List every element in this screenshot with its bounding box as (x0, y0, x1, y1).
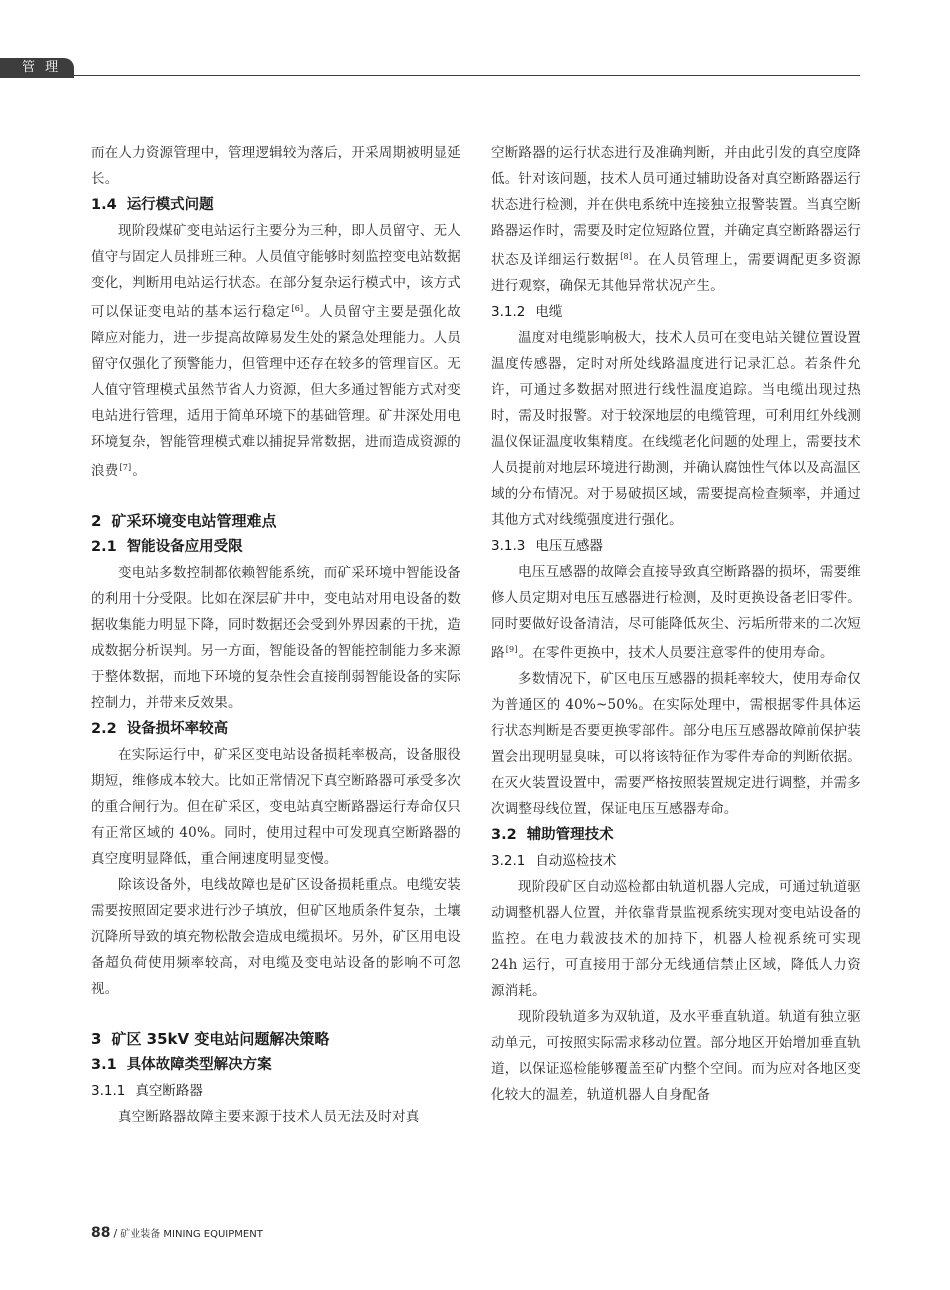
paragraph (91, 218, 461, 484)
section-heading-3 (91, 1026, 461, 1052)
heading-title: 具体故障类型解决方案 (126, 1057, 272, 1073)
heading-number: 2.2 (91, 721, 117, 737)
heading-number: 3.1.1 (91, 1083, 126, 1099)
text-run: 现阶段煤矿变电站运行主要分为三种，即人员留守、无人值守与固定人员排班三种。人员值守能够时刻监控变电站数据变化，判断用电站运行状态。在部分复杂运行模式中，该方式可以保证变电站的基本运行稳定 (91, 223, 461, 320)
paragraph (491, 559, 861, 666)
heading-title: 矿采环境变电站管理难点 (111, 512, 277, 530)
paragraph: 除该设备外，电线故障也是矿区设备损耗重点。电缆安装需要按照固定要求进行沙子填放，但矿区地质条件复杂，土壤沉降所导致的填充物松散会造成电缆损坏。另外，矿区用电设备超负荷使用频率较高，对电缆及变电站设备的影响不可忽视。 (91, 877, 461, 997)
section-tab: 管 理 (0, 58, 74, 78)
header-rule (74, 75, 860, 76)
heading-number: 3.2 (491, 827, 517, 843)
footer-separator: / (113, 1227, 118, 1240)
heading-number: 3.1.3 (491, 538, 526, 554)
text-run: 。在人员管理上，需要调配更多资源进行观察，确保无其他异常状况产生。 (491, 252, 861, 294)
text-run: 。人员留守主要是强化故障应对能力，进一步提高故障易发生处的紧急处理能力。人员留守仅强化了预警能力，但管理中还存在较多的管理盲区。无人值守管理模式虽然节省人力资源，但大多通过智能方式对变电站进行管理，适用于简单环境下的基础管理。矿井深处用电环境复杂，智能管理模式难以捕捉异常数据，进而造成资源的浪费 (91, 304, 461, 479)
heading-number: 3.2.1 (491, 853, 526, 869)
heading-title: 真空断路器 (135, 1083, 203, 1099)
heading-title: 电压互感器 (535, 538, 603, 554)
section-heading-1-4 (91, 192, 461, 218)
heading-number: 1.4 (91, 197, 117, 213)
text-run: 空断路器的运行状态进行及准确判断，并由此引发的真空度降低。针对该问题，技术人员可通过辅助设备对真空断路器运行状态进行检测，并在供电系统中连接独立报警装置。当真空断路器运作时，需要及时定位短路位置，并确定真空断路器运行状态及详细运行数据 (491, 145, 861, 268)
page-footer (91, 1222, 263, 1241)
heading-title: 设备损坏率较高 (126, 721, 229, 737)
section-heading-3-2-1 (491, 848, 861, 874)
heading-number: 3.1 (91, 1057, 117, 1073)
paragraph: 温度对电缆影响极大，技术人员可在变电站关键位置设置温度传感器，定时对所处线路温度进行记录汇总。若条件允许，可通过多数据对照进行线性温度追踪。当电缆出现过热时，需及时报警。对于较深地层的电缆管理，可利用红外线测温仪保证温度收集精度。在线缆老化问题的处理上，需要技术人员提前对地层环境进行勘测，并确认腐蚀性气体以及高温区域的分布情况。对于易破损区域，需要提高检查频率，并通过其他方式对线缆强度进行强化。 (491, 330, 861, 528)
section-heading-3-1-2 (491, 299, 861, 325)
section-heading-2 (91, 508, 461, 534)
paragraph: 多数情况下，矿区电压互感器的损耗率较大，使用寿命仅为普通区的 40%~50%。在实际处理中，需根据零件具体运行状态判断是否要更换零部件。部分电压互感器故障前保护装置会出现明显臭味，可以将该特征作为零件寿命的判断依据。在灭火装置设置中，需要严格按照装置规定进行调整，并需多次调整母线位置，保证电压互感器寿命。 (491, 671, 861, 817)
heading-title: 自动巡检技术 (535, 853, 617, 869)
heading-number: 2.1 (91, 539, 117, 555)
paragraph: 现阶段矿区自动巡检都由轨道机器人完成，可通过轨道驱动调整机器人位置，并依靠背景监视系统实现对变电站设备的监控。在电力载波技术的加持下，机器人检视系统可实现 24h 运行，可直接用于部分无线通信禁止区域，降低人力资源消耗。 (491, 879, 861, 999)
page-number: 88 (91, 1225, 111, 1241)
heading-title: 矿区 35kV 变电站问题解决策略 (111, 1030, 330, 1048)
section-heading-3-1 (91, 1052, 461, 1078)
section-heading-3-1-3 (491, 533, 861, 559)
right-column (491, 140, 861, 1108)
paragraph (491, 140, 861, 299)
heading-title: 电缆 (535, 304, 563, 320)
citation: [8] (620, 252, 633, 261)
heading-number: 3 (91, 1030, 102, 1048)
section-heading-2-2 (91, 716, 461, 742)
paragraph: 变电站多数控制都依赖智能系统，而矿采环境中智能设备的利用十分受限。比如在深层矿井中，变电站对用电设备的数据收集能力明显下降，同时数据还会受到外界因素的干扰，造成数据分析误判。另一方面，智能设备的智能控制能力多来源于整体数据，而地下环境的复杂性会直接削弱智能设备的实际控制力，并带来反效果。 (91, 565, 461, 711)
paragraph: 而在人力资源管理中，管理逻辑较为落后，开采周期被明显延长。 (91, 145, 461, 187)
section-heading-3-1-1 (91, 1078, 461, 1104)
paragraph: 现阶段轨道多为双轨道，及水平垂直轨道。轨道有独立驱动单元，可按照实际需求移动位置。部分地区开始增加垂直轨道，以保证巡检能够覆盖至矿内整个空间。而为应对各地区变化较大的温差，轨道机器人自身配备 (491, 1009, 861, 1103)
text-run: 。在零件更换中，技术人员要注意零件的使用寿命。 (518, 645, 834, 661)
heading-number: 2 (91, 512, 102, 530)
heading-title: 智能设备应用受限 (126, 539, 243, 555)
section-heading-2-1 (91, 534, 461, 560)
paragraph: 真空断路器故障主要来源于技术人员无法及时对真 (118, 1109, 420, 1125)
heading-title: 运行模式问题 (126, 197, 214, 213)
text-run: 。 (132, 463, 147, 479)
heading-number: 3.1.2 (491, 304, 526, 320)
section-heading-3-2 (491, 822, 861, 848)
paragraph: 在实际运行中，矿采区变电站设备损耗率极高，设备服役期短，维修成本较大。比如正常情况下真空断路器可承受多次的重合闸行为。但在矿采区，变电站真空断路器运行寿命仅只有正常区域的 40%。同时，使用过程中可发现真空断路器的真空度明显降低，重合闸速度明显变慢。 (91, 747, 461, 867)
heading-title: 辅助管理技术 (526, 827, 614, 843)
citation: [9] (505, 645, 518, 654)
text-run: 电压互感器的故障会直接导致真空断路器的损坏，需要维修人员定期对电压互感器进行检测，及时更换设备老旧零件。同时要做好设备清洁，尽可能降低灰尘、污垢所带来的二次短路 (491, 564, 861, 661)
citation: [6] (291, 304, 304, 313)
magazine-name: 矿业装备 MINING EQUIPMENT (120, 1229, 263, 1240)
citation: [7] (119, 463, 132, 472)
left-column (91, 140, 461, 1130)
